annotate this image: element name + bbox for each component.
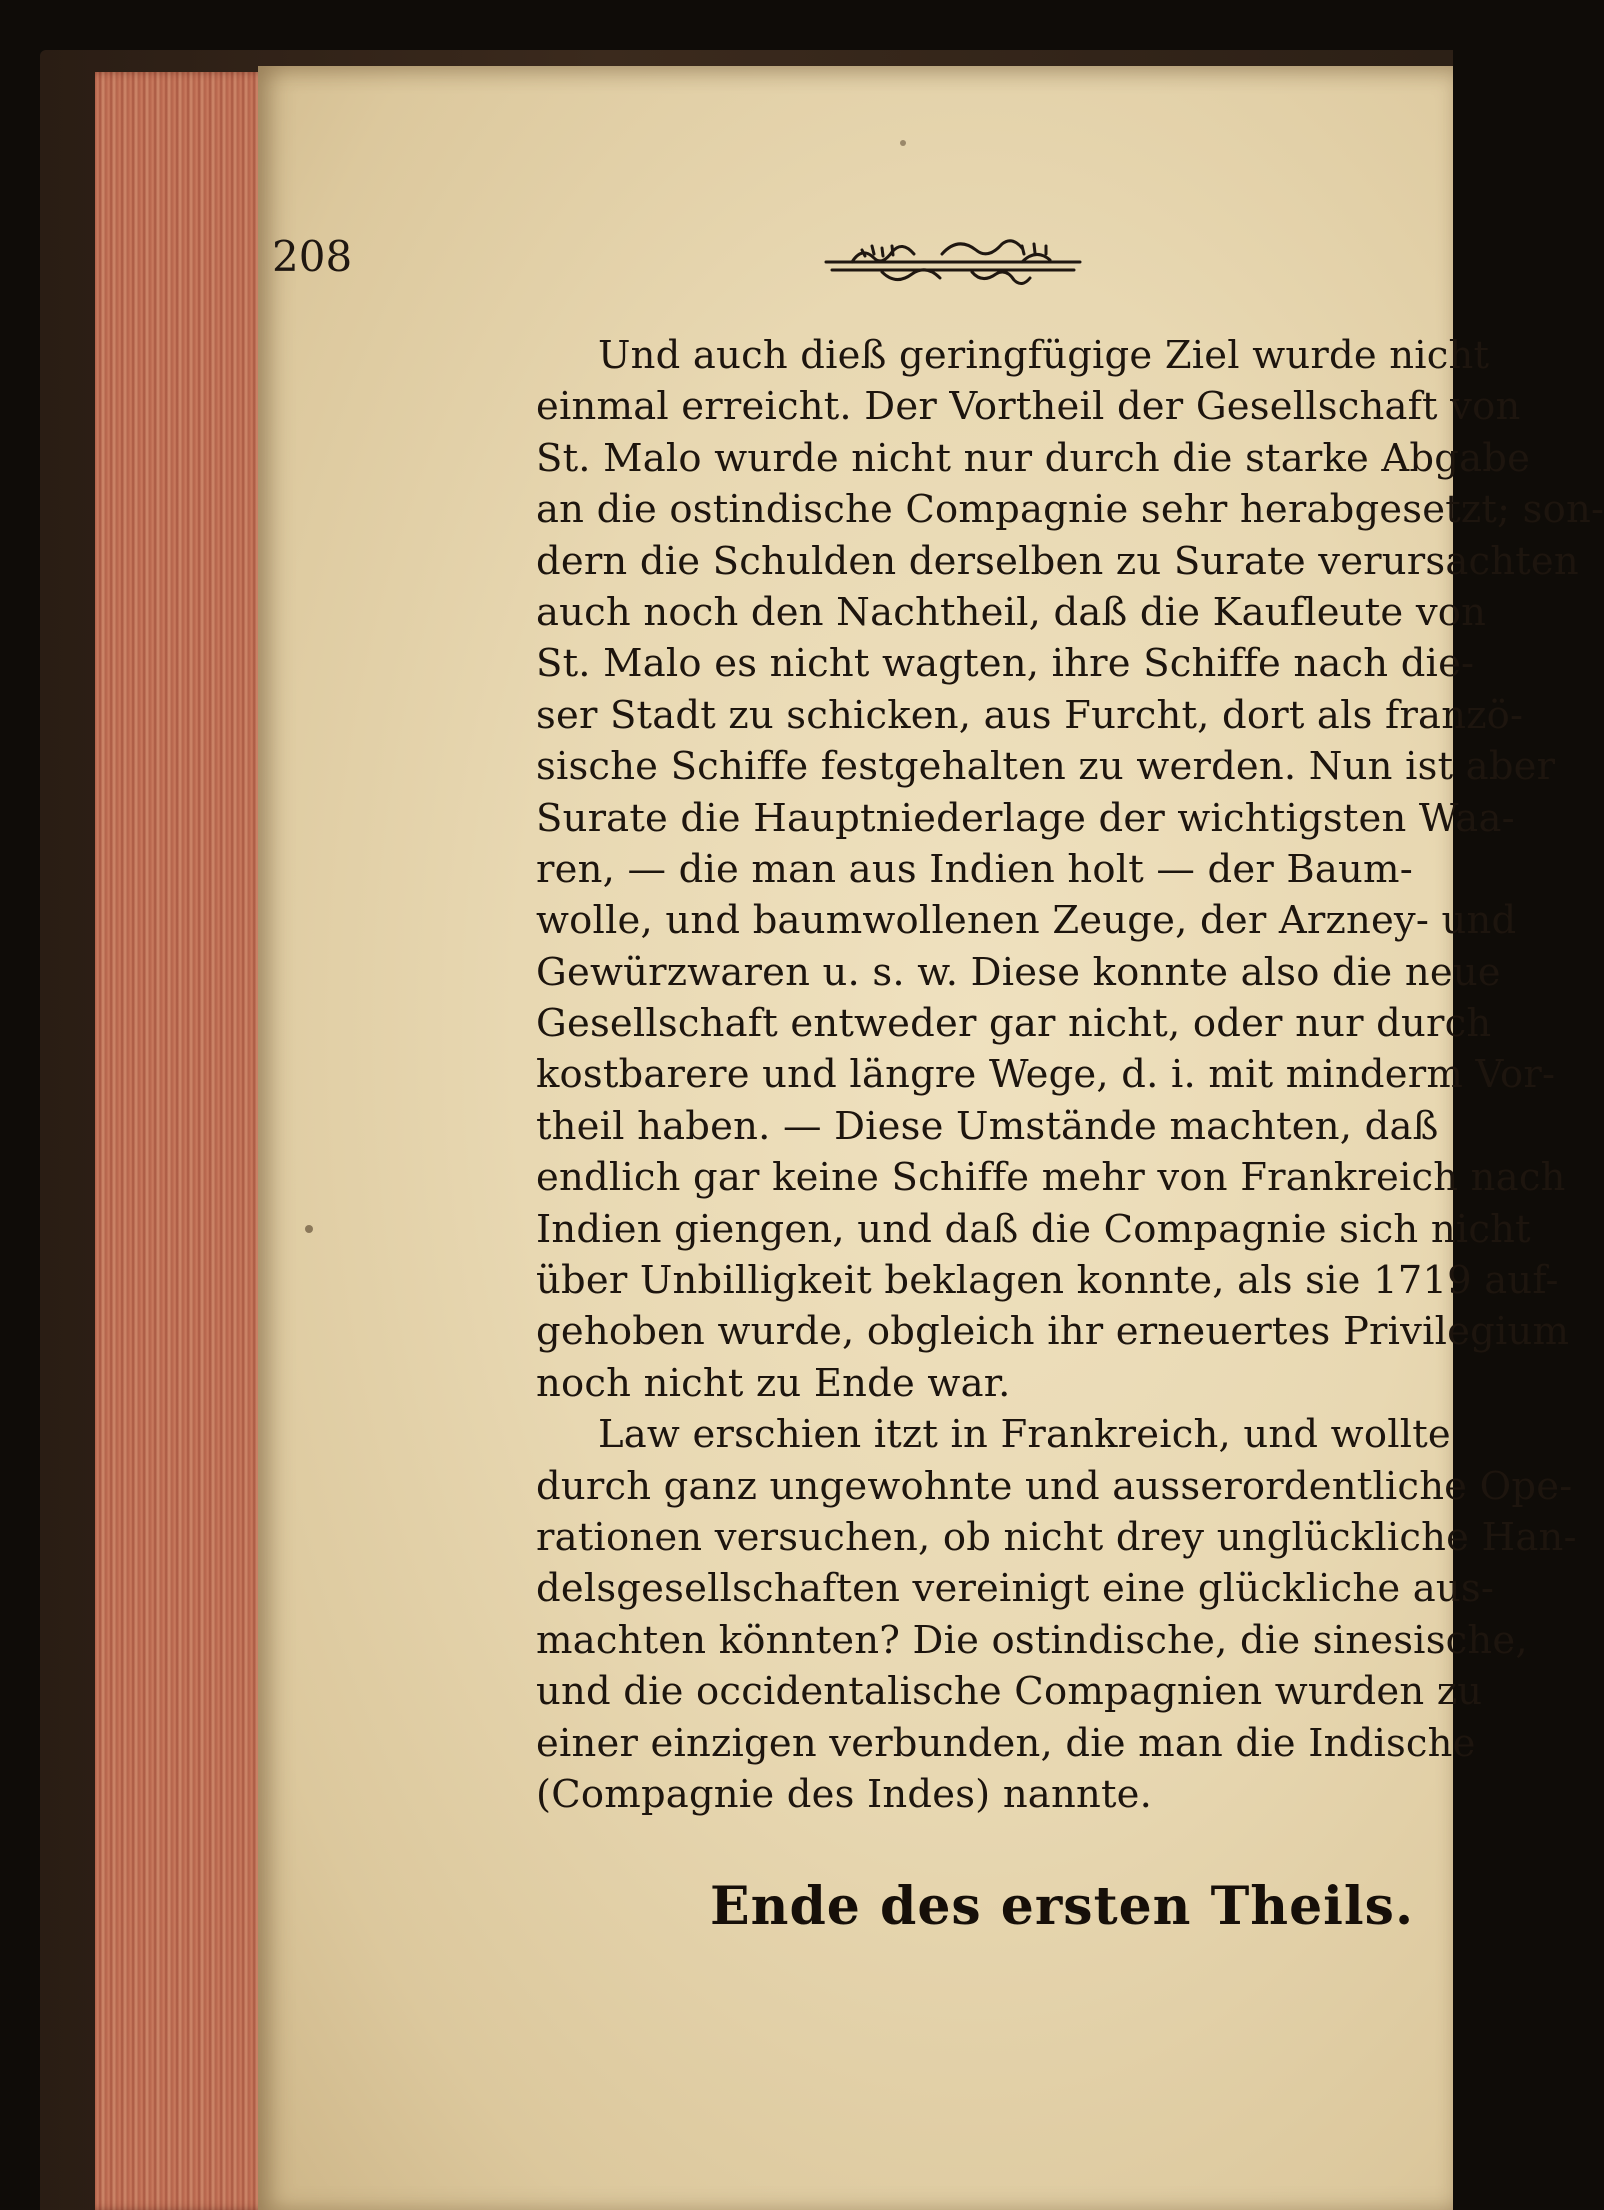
text-line: endlich gar keine Schiffe mehr von Frankreich nach: [536, 1155, 1566, 1201]
text-line: ser Stadt zu schicken, aus Furcht, dort als franzö-: [536, 692, 1524, 738]
page-stain: [900, 140, 906, 146]
page-edges: [95, 72, 270, 2210]
text-line: ren, — die man aus Indien holt — der Baum-: [536, 846, 1413, 892]
text-line: sische Schiffe festgehalten zu werden. Nun ist aber: [536, 744, 1556, 790]
text-line: (Compagnie des Indes) nannte.: [536, 1771, 1153, 1817]
text-line: und die occidentalische Compagnien wurden zu: [536, 1669, 1483, 1715]
text-line: auch noch den Nachtheil, daß die Kaufleute von: [536, 589, 1487, 635]
text-line: Surate die Hauptniederlage der wichtigsten Waa-: [536, 795, 1515, 841]
decorative-flourish-icon: [822, 232, 1084, 290]
page-number: 208: [272, 232, 353, 281]
text-line: Indien giengen, und daß die Compagnie sich nicht: [536, 1206, 1531, 1252]
text-line: rationen versuchen, ob nicht drey unglückliche Han-: [536, 1514, 1577, 1560]
text-line: einmal erreicht. Der Vortheil der Gesellschaft von: [536, 384, 1521, 430]
page-header: [272, 232, 1172, 292]
closing-line: Ende des ersten Theils.: [710, 1876, 1415, 1937]
text-line: delsgesellschaften vereinigt eine glückliche aus-: [536, 1566, 1495, 1612]
text-line: kostbarere und längre Wege, d. i. mit minderm Vor-: [536, 1052, 1556, 1098]
text-line: noch nicht zu Ende war.: [536, 1360, 1011, 1406]
text-line: Law erschien itzt in Frankreich, und wollte: [598, 1412, 1451, 1458]
page-stain: [305, 1225, 313, 1233]
text-line: gehoben wurde, obgleich ihr erneuertes Privilegium: [536, 1309, 1570, 1355]
text-line: St. Malo wurde nicht nur durch die starke Abgabe: [536, 435, 1531, 481]
text-line: dern die Schulden derselben zu Surate verursachten: [536, 538, 1579, 584]
text-line: einer einzigen verbunden, die man die Indische: [536, 1720, 1476, 1766]
text-line: an die ostindische Compagnie sehr herabgesetzt; son-: [536, 487, 1604, 533]
text-line: St. Malo es nicht wagten, ihre Schiffe nach die-: [536, 641, 1475, 687]
text-line: durch ganz ungewohnte und ausserordentliche Ope-: [536, 1463, 1573, 1509]
text-line: theil haben. — Diese Umstände machten, daß: [536, 1103, 1439, 1149]
text-line: Gesellschaft entweder gar nicht, oder nur durch: [536, 1001, 1492, 1047]
text-line: Und auch dieß geringfügige Ziel wurde nicht: [598, 333, 1490, 378]
text-line: machten könnten? Die ostindische, die sinesische,: [536, 1617, 1528, 1663]
body-text: [536, 330, 1604, 1820]
text-line: Gewürzwaren u. s. w. Diese konnte also die neue: [536, 949, 1501, 995]
text-line: wolle, und baumwollenen Zeuge, der Arzney- und: [536, 898, 1517, 944]
text-line: über Unbilligkeit beklagen konnte, als sie 1719 auf-: [536, 1258, 1559, 1304]
